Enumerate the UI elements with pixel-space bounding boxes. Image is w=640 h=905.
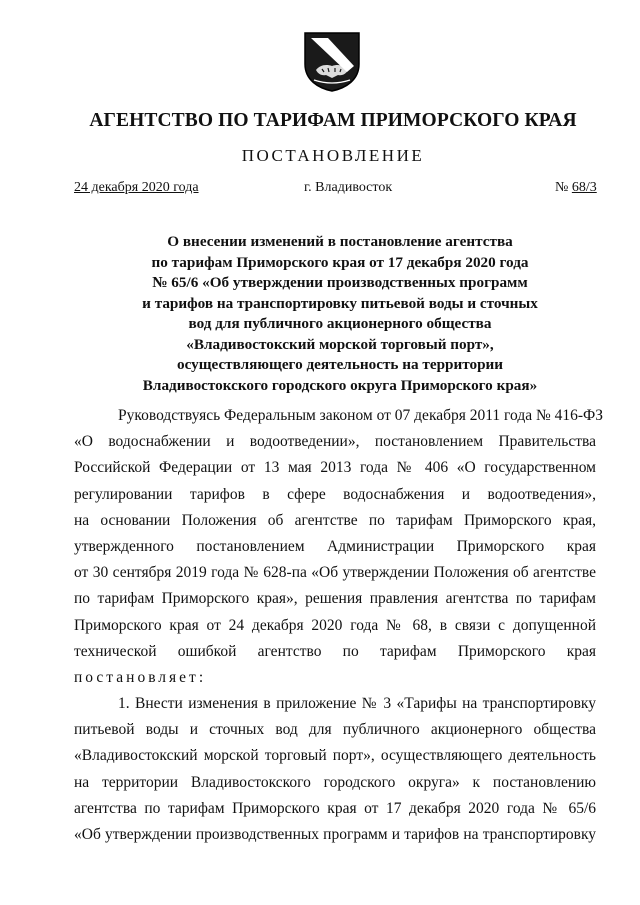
body-line: Российской Федерации от 13 мая 2013 года № 406 «О государственном	[74, 459, 596, 477]
body-line: по тарифам Приморского края», решения правления агентства по тарифам	[74, 590, 596, 608]
document-body	[74, 403, 604, 848]
number-value: 68/3	[571, 180, 597, 195]
body-line: от 30 сентября 2019 года № 628-па «Об утверждении Положения об агентстве	[74, 564, 596, 582]
body-line: 1. Внести изменения в приложение № 3 «Тарифы на транспортировку	[118, 695, 596, 713]
document-date: 24 декабря 2020 года	[74, 180, 199, 195]
body-line: на территории Владивостокского городского округа» к постановлению	[74, 773, 596, 791]
title-line: № 65/6 «Об утверждении производственных программ	[152, 274, 528, 291]
body-line: на основании Положения об агентстве по тарифам Приморского края,	[74, 511, 596, 529]
body-line: Приморского края от 24 декабря 2020 года № 68, в связи с допущенной	[74, 616, 596, 634]
document-type: ПОСТАНОВЛЕНИЕ	[241, 146, 425, 165]
title-line: осуществляющего деятельность на территории	[176, 356, 504, 373]
document-title	[110, 232, 570, 396]
body-line: Руководствуясь Федеральным законом от 07 декабря 2011 года № 416-ФЗ	[118, 407, 604, 424]
body-line: регулировании тарифов в сфере водоснабжения и водоотведения»,	[74, 485, 596, 503]
body-line: «Об утверждении производственных программ и тарифов на транспортировку	[74, 826, 596, 843]
body-line: утвержденного постановлением Администрации Приморского края	[74, 537, 596, 555]
agency-name: АГЕНТСТВО ПО ТАРИФАМ ПРИМОРСКОГО КРАЯ	[89, 110, 577, 131]
body-line: технической ошибкой агентство по тарифам Приморского края	[74, 642, 596, 660]
document-city: г. Владивосток	[304, 180, 393, 195]
title-line: и тарифов на транспортировку питьевой воды и сточных	[142, 294, 538, 312]
title-line: вод для публичного акционерного общества	[188, 315, 492, 332]
title-line: по тарифам Приморского края от 17 декабря 2020 года	[151, 253, 529, 271]
title-line: О внесении изменений в постановление агентства	[167, 233, 513, 250]
body-line: питьевой воды и сточных вод для публичного акционерного общества	[74, 721, 596, 739]
body-line: «О водоснабжении и водоотведении», постановлением Правительства	[74, 433, 596, 451]
coat-of-arms-emblem	[302, 30, 362, 92]
title-line: Владивостокского городского округа Приморского края»	[142, 376, 538, 394]
title-line: «Владивостокский морской торговый порт»,	[186, 335, 494, 353]
body-line: «Владивостокский морской торговый порт», осуществляющего деятельность	[74, 747, 596, 765]
body-line: агентства по тарифам Приморского края от 17 декабря 2020 года № 65/6	[74, 799, 596, 817]
number-prefix: №	[555, 180, 569, 195]
resolution-word: постановляет:	[74, 668, 207, 686]
document-number	[555, 180, 597, 196]
